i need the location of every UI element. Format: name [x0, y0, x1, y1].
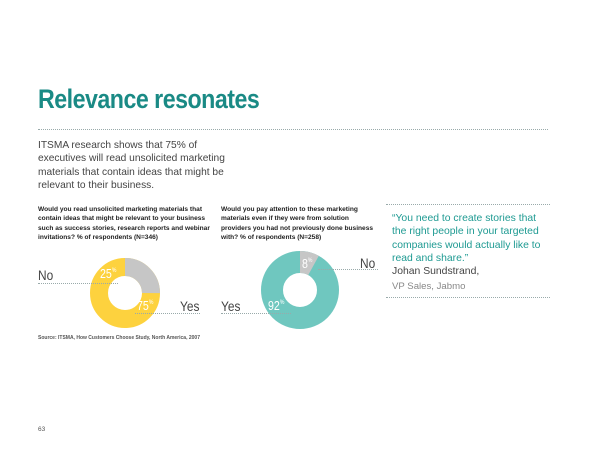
intro-text: ITSMA research shows that 75% of executives will read unsolicited marketing materials that contain ideas that might be relevant to their business.	[38, 140, 225, 191]
chart1-value-no	[100, 267, 116, 281]
chart1-label-no: No	[38, 267, 54, 283]
chart2-value-no	[302, 257, 312, 271]
chart2-value-yes	[268, 299, 284, 313]
chart2-label-yes: Yes	[221, 298, 241, 314]
chart1-value-yes-number: 75	[137, 299, 149, 313]
chart2-value-yes-unit: %	[279, 300, 285, 306]
chart2-label-no: No	[360, 255, 376, 271]
page-number: 63	[38, 426, 46, 433]
chart2-value-no-number: 8	[302, 257, 308, 271]
quote-text: “You need to create stories that the right people in your targeted companies would actually like to read and share.”	[392, 213, 541, 265]
chart1-value-yes-unit: %	[148, 300, 154, 306]
source-note: Source: ITSMA, How Customers Choose Study, North America, 2007	[38, 335, 200, 341]
chart2-value-no-unit: %	[307, 258, 313, 264]
chart1-value-no-number: 25	[100, 267, 112, 281]
quote-author: Johan Sundstrand,	[392, 266, 480, 277]
chart1-value-no-unit: %	[111, 268, 117, 274]
chart2-question: Would you pay attention to these marketing materials even if they were from solution providers you had not previously done business with? % of respondents (N=258)	[221, 206, 374, 242]
chart1-question: Would you read unsolicited marketing materials that contain ideas that might be relevant to your business such as success stories, research reports and webinar invitations? % of respondents (N=346)	[38, 206, 210, 242]
quote-divider-bottom	[386, 297, 550, 298]
title-divider	[38, 129, 548, 130]
quote-divider-top	[386, 204, 550, 205]
page-title: Relevance resonates	[38, 84, 260, 114]
chart1-label-yes: Yes	[180, 298, 200, 314]
chart1-no-leader	[38, 283, 118, 284]
chart2-pie	[260, 250, 340, 330]
chart1-value-yes	[137, 299, 153, 313]
quote-author-role: VP Sales, Jabmo	[392, 281, 466, 292]
chart2-value-yes-number: 92	[268, 299, 280, 313]
